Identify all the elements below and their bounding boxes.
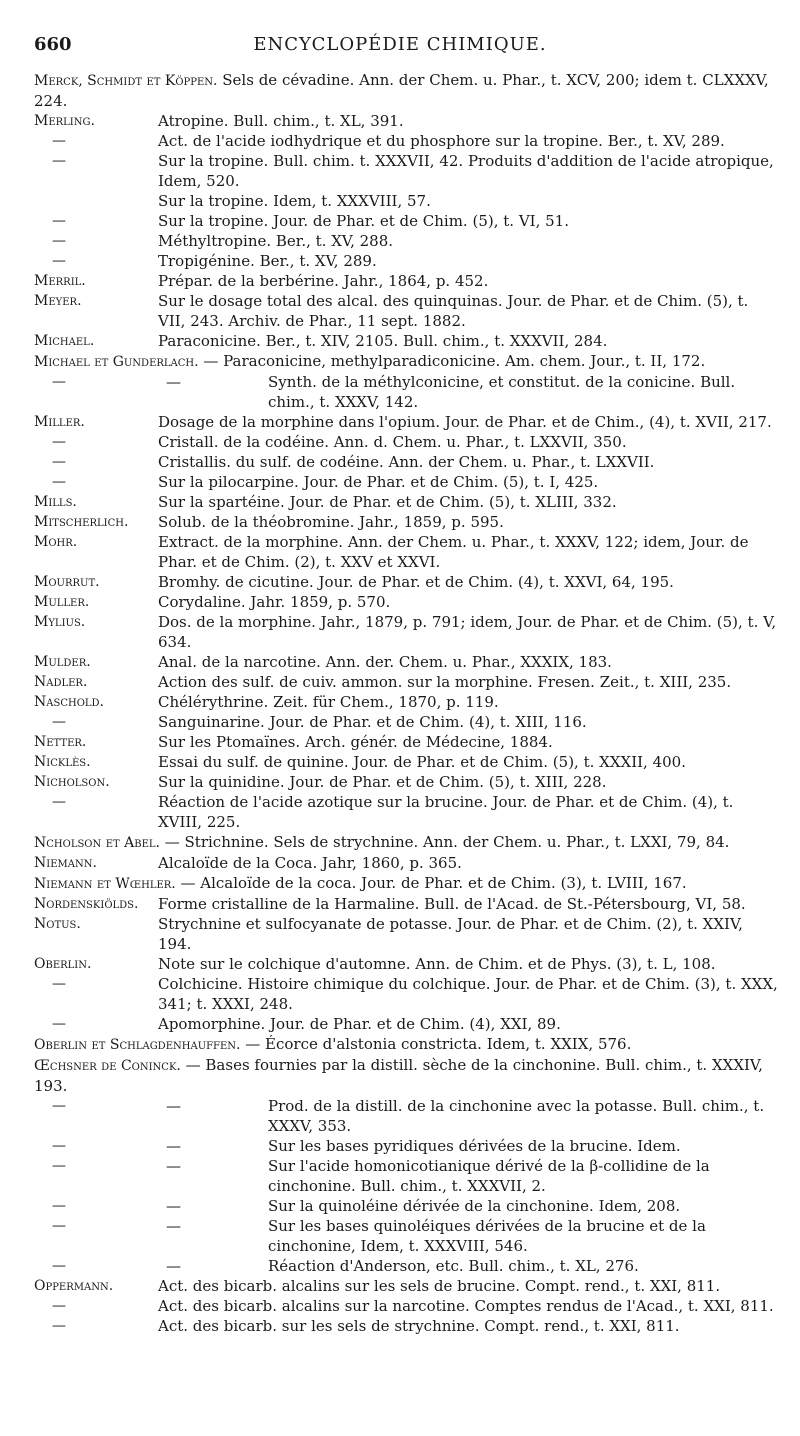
- entry-author: Michael.: [34, 333, 95, 349]
- entry-author: —: [52, 1218, 66, 1234]
- bibliography-entry: [34, 612, 780, 652]
- entry-reference: Dosage de la morphine dans l'opium. Jour. de Phar. et de Chim., (4), t. XVII, 217.: [158, 413, 772, 431]
- bibliography-entry: [34, 853, 780, 873]
- entry-reference: Extract. de la morphine. Ann. der Chem. u. Phar., t. XXXV, 122; idem, Jour. de Phar. et de Chim. (2), t. XXV et XXVI.: [158, 533, 749, 571]
- entry-author-ditto: —: [166, 1257, 181, 1275]
- entry-author: Oppermann.: [34, 1278, 114, 1294]
- entry-author: Nicholson.: [34, 774, 110, 790]
- bibliography-entry: [34, 1316, 780, 1336]
- entry-reference: Act. des bicarb. alcalins sur les sels de brucine. Compt. rend., t. XXI, 811.: [158, 1277, 721, 1295]
- entry-author: Netter.: [34, 734, 87, 750]
- entry-author: Niemann.: [34, 855, 97, 871]
- entry-text: [34, 1034, 780, 1055]
- bibliography-entry: [34, 1216, 780, 1256]
- entry-reference: Prod. de la distill. de la cinchonine avec la potasse. Bull. chim., t. XXXV, 353.: [268, 1097, 765, 1135]
- entry-author: —: [52, 1158, 66, 1174]
- entry-reference: Colchicine. Histoire chimique du colchique. Jour. de Phar. et de Chim. (3), t. XXX, 341; t. XXXI, 248.: [158, 975, 778, 1013]
- entry-reference: Solub. de la théobromine. Jahr., 1859, p. 595.: [158, 513, 504, 531]
- entry-reference: Bromhy. de cicutine. Jour. de Phar. et de Chim. (4), t. XXVI, 64, 195.: [158, 573, 674, 591]
- entry-author: Mourrut.: [34, 574, 100, 590]
- entry-author: Nicklès.: [34, 754, 91, 770]
- entry-reference: Cristall. de la codéine. Ann. d. Chem. u. Phar., t. LXXVII, 350.: [158, 433, 627, 451]
- entry-author-ditto: —: [166, 1137, 181, 1155]
- entry-author: Mylius.: [34, 614, 86, 630]
- entry-author: Notus.: [34, 916, 81, 932]
- entry-reference: Atropine. Bull. chim., t. XL, 391.: [158, 112, 404, 130]
- entry-reference: Chélérythrine. Zeit. für Chem., 1870, p. 119.: [158, 693, 499, 711]
- bibliography-entry: [34, 1296, 780, 1316]
- entry-author-ditto: —: [166, 1097, 181, 1115]
- entry-reference: Synth. de la méthylconicine, et constitut. de la conicine. Bull. chim., t. XXXV, 142.: [268, 373, 736, 411]
- bibliography-list: [34, 70, 780, 1336]
- entry-author: Œchsner de Coninck.: [34, 1058, 181, 1074]
- bibliography-entry: [34, 692, 780, 712]
- entry-reference: Sur la tropine. Idem, t. XXXVIII, 57.: [158, 192, 431, 210]
- entry-author: Nordenskiölds.: [34, 896, 139, 912]
- entry-reference: Apomorphine. Jour. de Phar. et de Chim. (4), XXI, 89.: [158, 1015, 561, 1033]
- bibliography-entry: [34, 432, 780, 452]
- entry-reference: Act. des bicarb. alcalins sur la narcotine. Comptes rendus de l'Acad., t. XXI, 811.: [158, 1297, 774, 1315]
- bibliography-entry: [34, 372, 780, 412]
- bibliography-entry: [34, 131, 780, 151]
- entry-reference: Dos. de la morphine. Jahr., 1879, p. 791; idem, Jour. de Phar. et de Chim. (5), t. V, 634.: [158, 613, 777, 651]
- bibliography-entry: [34, 472, 780, 492]
- bibliography-entry: [34, 832, 780, 853]
- entry-reference: — Alcaloïde de la coca. Jour. de Phar. et de Chim. (3), t. LVIII, 167.: [175, 874, 687, 892]
- entry-reference: Cristallis. du sulf. de codéine. Ann. der Chem. u. Phar., t. LXXVII.: [158, 453, 655, 471]
- bibliography-entry: [34, 752, 780, 772]
- bibliography-entry: [34, 1136, 780, 1156]
- entry-author: —: [52, 1258, 66, 1274]
- entry-text: [34, 70, 780, 111]
- entry-author: Oberlin et Schlagdenhauffen.: [34, 1037, 241, 1053]
- bibliography-entry: [34, 672, 780, 692]
- entry-author: Niemann et Wœhler.: [34, 876, 176, 892]
- entry-reference: — Strichnine. Sels de strychnine. Ann. der Chem. u. Phar., t. LXXI, 79, 84.: [159, 833, 730, 851]
- bibliography-entry: [34, 873, 780, 894]
- bibliography-entry: [34, 894, 780, 914]
- bibliography-entry: [34, 291, 780, 331]
- entry-author: —: [52, 153, 66, 169]
- bibliography-entry: [34, 792, 780, 832]
- entry-author: Naschold.: [34, 694, 105, 710]
- bibliography-entry: [34, 1196, 780, 1216]
- entry-author: —: [52, 1318, 66, 1334]
- entry-author: Mulder.: [34, 654, 91, 670]
- entry-author: —: [52, 794, 66, 810]
- bibliography-entry: [34, 151, 780, 191]
- entry-reference: — Paraconicine, methylparadiconicine. Am. chem. Jour., t. II, 172.: [198, 352, 706, 370]
- entry-reference: Sur la spartéine. Jour. de Phar. et de Chim. (5), t. XLIII, 332.: [158, 493, 617, 511]
- entry-reference: Essai du sulf. de quinine. Jour. de Phar. et de Chim. (5), t. XXXII, 400.: [158, 753, 686, 771]
- entry-text: [34, 873, 780, 894]
- bibliography-entry: [34, 351, 780, 372]
- entry-author: —: [52, 1198, 66, 1214]
- bibliography-entry: [34, 70, 780, 111]
- entry-author: Merril.: [34, 273, 86, 289]
- entry-author: —: [52, 1138, 66, 1154]
- entry-author: Oberlin.: [34, 956, 92, 972]
- bibliography-entry: [34, 1256, 780, 1276]
- entry-reference: Sanguinarine. Jour. de Phar. et de Chim. (4), t. XIII, 116.: [158, 713, 587, 731]
- entry-reference: Sur la pilocarpine. Jour. de Phar. et de Chim. (5), t. I, 425.: [158, 473, 599, 491]
- entry-author: —: [52, 213, 66, 229]
- bibliography-entry: [34, 251, 780, 271]
- bibliography-entry: [34, 412, 780, 432]
- entry-reference: Sur les Ptomaïnes. Arch. génér. de Médecine, 1884.: [158, 733, 553, 751]
- entry-reference: Paraconicine. Ber., t. XIV, 2105. Bull. chim., t. XXXVII, 284.: [158, 332, 608, 350]
- bibliography-entry: [34, 512, 780, 532]
- bibliography-entry: [34, 732, 780, 752]
- bibliography-entry: [34, 914, 780, 954]
- bibliography-entry: [34, 211, 780, 231]
- entry-reference: — Écorce d'alstonia constricta. Idem, t. XXIX, 576.: [240, 1035, 632, 1053]
- entry-reference: Forme cristalline de la Harmaline. Bull. de l'Acad. de St.-Pétersbourg, VI, 58.: [158, 895, 746, 913]
- entry-author: —: [52, 1016, 66, 1032]
- entry-reference: Réaction de l'acide azotique sur la brucine. Jour. de Phar. et de Chim. (4), t. XVIII, 225.: [158, 793, 734, 831]
- entry-reference: Tropigénine. Ber., t. XV, 289.: [158, 252, 377, 270]
- entry-reference: Sels de cévadine. Ann. der Chem. u. Phar., t. XCV, 200; idem t. CLXXXV, 224.: [34, 71, 769, 110]
- bibliography-entry: [34, 592, 780, 612]
- entry-reference: Sur les bases pyridiques dérivées de la brucine. Idem.: [268, 1137, 681, 1155]
- entry-text: [34, 832, 780, 853]
- entry-reference: Alcaloïde de la Coca. Jahr, 1860, p. 365.: [158, 854, 462, 872]
- bibliography-entry: [34, 974, 780, 1014]
- bibliography-entry: [34, 1034, 780, 1055]
- entry-reference: Act. des bicarb. sur les sels de strychnine. Compt. rend., t. XXI, 811.: [158, 1317, 680, 1335]
- page-number: 660: [34, 34, 72, 55]
- bibliography-entry: [34, 954, 780, 974]
- entry-reference: Action des sulf. de cuiv. ammon. sur la morphine. Fresen. Zeit., t. XIII, 235.: [158, 673, 732, 691]
- bibliography-entry: [34, 271, 780, 291]
- entry-author: —: [52, 133, 66, 149]
- entry-author-ditto: —: [166, 1217, 181, 1235]
- bibliography-entry: [34, 191, 780, 211]
- entry-author: —: [52, 976, 66, 992]
- entry-author: Muller.: [34, 594, 90, 610]
- entry-reference: Note sur le colchique d'automne. Ann. de Chim. et de Phys. (3), t. L, 108.: [158, 955, 716, 973]
- bibliography-entry: [34, 452, 780, 472]
- entry-reference: Corydaline. Jahr. 1859, p. 570.: [158, 593, 391, 611]
- bibliography-entry: [34, 1276, 780, 1296]
- entry-author: Meyer.: [34, 293, 82, 309]
- entry-reference: Sur la tropine. Bull. chim. t. XXXVII, 42. Produits d'addition de l'acide atropique, Idem, 520.: [158, 152, 774, 190]
- entry-author: Ncholson et Abel.: [34, 835, 160, 851]
- running-title: ENCYCLOPÉDIE CHIMIQUE.: [253, 34, 547, 55]
- bibliography-entry: [34, 572, 780, 592]
- entry-author: Mohr.: [34, 534, 78, 550]
- bibliography-entry: [34, 1156, 780, 1196]
- entry-author: —: [52, 714, 66, 730]
- entry-reference: Réaction d'Anderson, etc. Bull. chim., t. XL, 276.: [268, 1257, 639, 1275]
- bibliography-entry: [34, 1055, 780, 1096]
- bibliography-entry: [34, 331, 780, 351]
- entry-reference: Sur les bases quinoléiques dérivées de la brucine et de la cinchonine, Idem, t. XXXVIII, 546.: [268, 1217, 706, 1255]
- entry-text: [34, 351, 780, 372]
- entry-author: Mills.: [34, 494, 77, 510]
- entry-reference: Prépar. de la berbérine. Jahr., 1864, p. 452.: [158, 272, 489, 290]
- entry-reference: Sur la quinoléine dérivée de la cinchonine. Idem, 208.: [268, 1197, 681, 1215]
- entry-author: Miller.: [34, 414, 85, 430]
- entry-author: —: [52, 454, 66, 470]
- entry-reference: Méthyltropine. Ber., t. XV, 288.: [158, 232, 394, 250]
- bibliography-entry: [34, 1096, 780, 1136]
- entry-reference: Sur le dosage total des alcal. des quinquinas. Jour. de Phar. et de Chim. (5), t. VII, 243. Archiv. de Phar., 11 sept. 1882.: [158, 292, 749, 330]
- entry-text: [34, 1055, 780, 1096]
- bibliography-entry: [34, 712, 780, 732]
- bibliography-entry: [34, 772, 780, 792]
- entry-author: Michael et Gunderlach.: [34, 354, 199, 370]
- bibliography-entry: [34, 231, 780, 251]
- entry-author: —: [52, 253, 66, 269]
- entry-author: —: [52, 374, 66, 390]
- entry-author: —: [52, 474, 66, 490]
- entry-author: —: [52, 434, 66, 450]
- bibliography-entry: [34, 652, 780, 672]
- entry-reference: — Bases fournies par la distill. sèche de la cinchonine. Bull. chim., t. XXXIV, 193.: [34, 1056, 763, 1095]
- entry-author: —: [52, 233, 66, 249]
- bibliography-entry: [34, 492, 780, 512]
- bibliography-entry: [34, 1014, 780, 1034]
- page-header: [34, 34, 766, 70]
- entry-author: Mitscherlich.: [34, 514, 129, 530]
- entry-reference: Act. de l'acide iodhydrique et du phosphore sur la tropine. Ber., t. XV, 289.: [158, 132, 725, 150]
- bibliography-entry: [34, 532, 780, 572]
- entry-author-ditto: —: [166, 1157, 181, 1175]
- entry-author: Nadler.: [34, 674, 88, 690]
- entry-reference: Sur la quinidine. Jour. de Phar. et de Chim. (5), t. XIII, 228.: [158, 773, 607, 791]
- entry-author-ditto: —: [166, 373, 181, 391]
- entry-reference: Sur l'acide homonicotianique dérivé de la β-collidine de la cinchonine. Bull. chim., t. XXXVII, 2.: [268, 1157, 710, 1195]
- entry-author: Merling.: [34, 113, 95, 129]
- bibliography-entry: [34, 111, 780, 131]
- entry-reference: Strychnine et sulfocyanate de potasse. Jour. de Phar. et de Chim. (2), t. XXIV, 194.: [158, 915, 743, 953]
- entry-reference: Sur la tropine. Jour. de Phar. et de Chim. (5), t. VI, 51.: [158, 212, 569, 230]
- entry-reference: Anal. de la narcotine. Ann. der. Chem. u. Phar., XXXIX, 183.: [158, 653, 612, 671]
- entry-author: —: [52, 1098, 66, 1114]
- entry-author-ditto: —: [166, 1197, 181, 1215]
- entry-author: Merck, Schmidt et Köppen.: [34, 73, 218, 89]
- entry-author: —: [52, 1298, 66, 1314]
